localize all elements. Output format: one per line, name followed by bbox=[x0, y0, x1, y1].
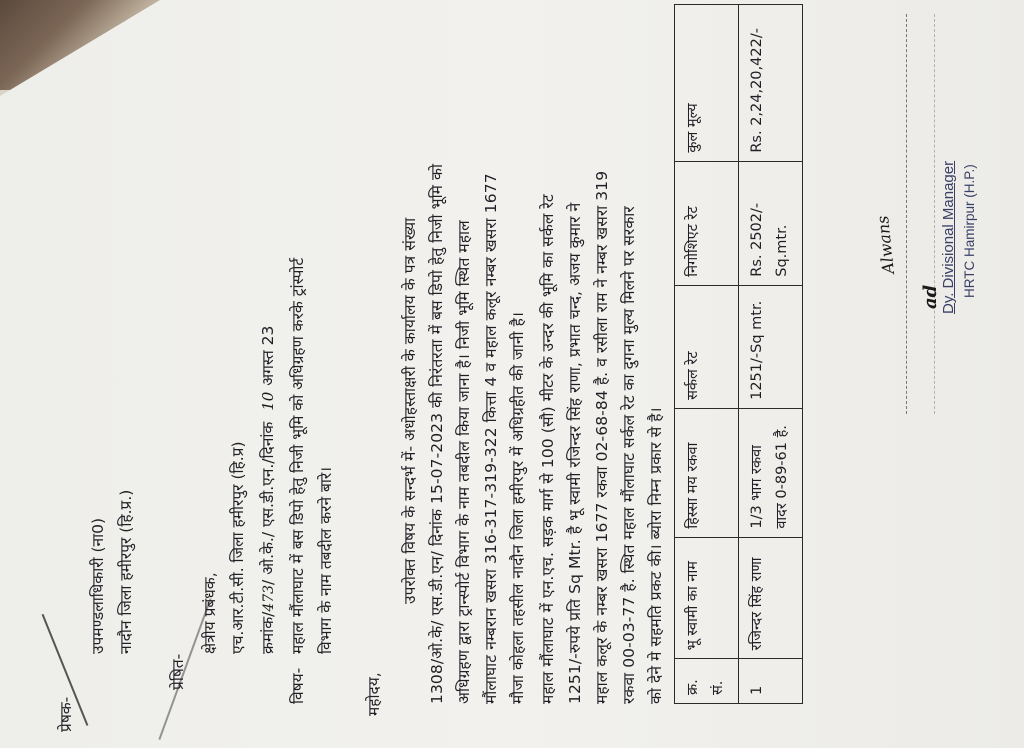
body-line: अधिग्रहण द्वारा ट्रान्स्पोर्ट विभाग के नाम तबदील किया जाना है। निजी भूमि स्थित महाल bbox=[455, 220, 473, 704]
body-line: 1308/ओ.के/ एस.डी.एन/ दिनांक 15-07-2023 की निरंतरता में बस डिपो हेतु निजी भूमि को bbox=[428, 163, 446, 704]
table-header-cell: क्र. सं. bbox=[675, 659, 739, 704]
dashed-rule bbox=[934, 14, 935, 414]
table-header-cell: कुल मूल्य bbox=[675, 5, 739, 162]
reference-month-year: अगस्त 23 bbox=[259, 325, 277, 386]
subject-label: विषय- bbox=[289, 667, 307, 704]
reference-day: 10 bbox=[259, 391, 277, 411]
land-details-table bbox=[674, 4, 803, 704]
official-stamp-title: Dy. Divisional Manager bbox=[940, 160, 957, 314]
official-stamp-place: HRTC Hamirpur (H.P.) bbox=[962, 164, 977, 298]
table-cell: Rs. 2502/- Sq.mtr. bbox=[738, 161, 802, 285]
body-line: रकवा 00-03-77 है. स्थित महाल मौंलाघाट सर्कल रेट का दुगना मुल्य मिलने पर सरकार bbox=[620, 206, 638, 704]
table-cell: Rs. 2,24,20,422/- bbox=[738, 5, 802, 162]
table-header-cell: भू स्वामी का नाम bbox=[675, 537, 739, 659]
table-header-row bbox=[675, 5, 739, 704]
table-cell: 1 bbox=[738, 659, 802, 704]
body-line: 1251/-रुपये प्रति Sq Mtr. है भू स्वामी रजिन्दर सिंह राणा, प्रभात चन्द, अजय कुमार ने bbox=[566, 202, 584, 704]
signature-initials: ad bbox=[920, 284, 941, 309]
body-line: मौंलाघाट नम्बरान खसरा 316-317-319-322 कित्ता 4 व महाल कलूर नम्बर खसरा 1677 bbox=[482, 173, 500, 704]
sender-label: प्रेषक- bbox=[57, 696, 75, 732]
reference-number: 473 bbox=[261, 584, 277, 612]
handwritten-signature: Alwans bbox=[872, 214, 899, 275]
reference-prefix: क्रमांक/ bbox=[259, 611, 277, 654]
body-line: मौजा कोहला तहसील नादौन जिला हमीरपुर में अधिग्रहीत की जानी है। bbox=[509, 312, 527, 704]
dashed-rule bbox=[906, 14, 907, 414]
table-row bbox=[738, 5, 802, 704]
body-line: महाल मौंलाघाट में एन.एच. सड़क मार्ग से 100 (सौ) मीटर के उन्दर की भूमि का सर्कल रेट bbox=[539, 194, 557, 704]
salutation: महोदय, bbox=[365, 672, 383, 716]
reference-suffix: / ओ.के./ एस.डी.एन./दिनांक bbox=[259, 421, 277, 585]
recipient-label: प्रेषित- bbox=[169, 653, 187, 690]
sender-line2: नादौन जिला हमीरपुर (हि.प्र.) bbox=[117, 489, 135, 654]
document-page bbox=[14, 4, 1014, 744]
reference-line bbox=[256, 326, 278, 654]
recipient-line2: एच.आर.टी.सी. जिला हमीरपुर (हि.प्र) bbox=[229, 441, 247, 654]
table-header-cell: सर्कल रेट bbox=[675, 285, 739, 408]
table-cell: रजिन्दर सिंह राणा bbox=[738, 537, 802, 659]
subject-line2: विभाग के नाम तबदील करने बारे। bbox=[317, 466, 335, 654]
body-line: उपरोक्त विषय के सन्दर्भ में- अधोहस्ताक्षरी के कार्यालय के पत्र संख्या bbox=[401, 217, 419, 604]
body-line: महाल कलूर के नम्बर खसरा 1677 रकवा 02-68-84 है. व रसीला राम ने नम्बर खसरा 319 bbox=[593, 170, 611, 704]
subject-line1: महाल मौंलाघाट में बस डिपो हेतु निजी भूमि को अधिग्रहण करके ट्रांस्पोर्ट bbox=[289, 257, 307, 654]
table-header-cell: निगोशिएट रेट bbox=[675, 161, 739, 285]
table-cell: 1251/-Sq mtr. bbox=[738, 285, 802, 408]
table-header-cell: हिस्सा मय रकवा bbox=[675, 408, 739, 537]
sender-line1: उपमण्डलाधिकारी (ना0) bbox=[89, 517, 107, 654]
table-cell: 1/3 भाग रकवा वादर 0-89-61 है. bbox=[738, 408, 802, 537]
recipient-line1: क्षेत्रीय प्रबंधक, bbox=[201, 572, 219, 654]
body-line: को देने मे सहमति प्रकट की। ब्योरा निम्न प्रकार से है। bbox=[647, 407, 665, 704]
